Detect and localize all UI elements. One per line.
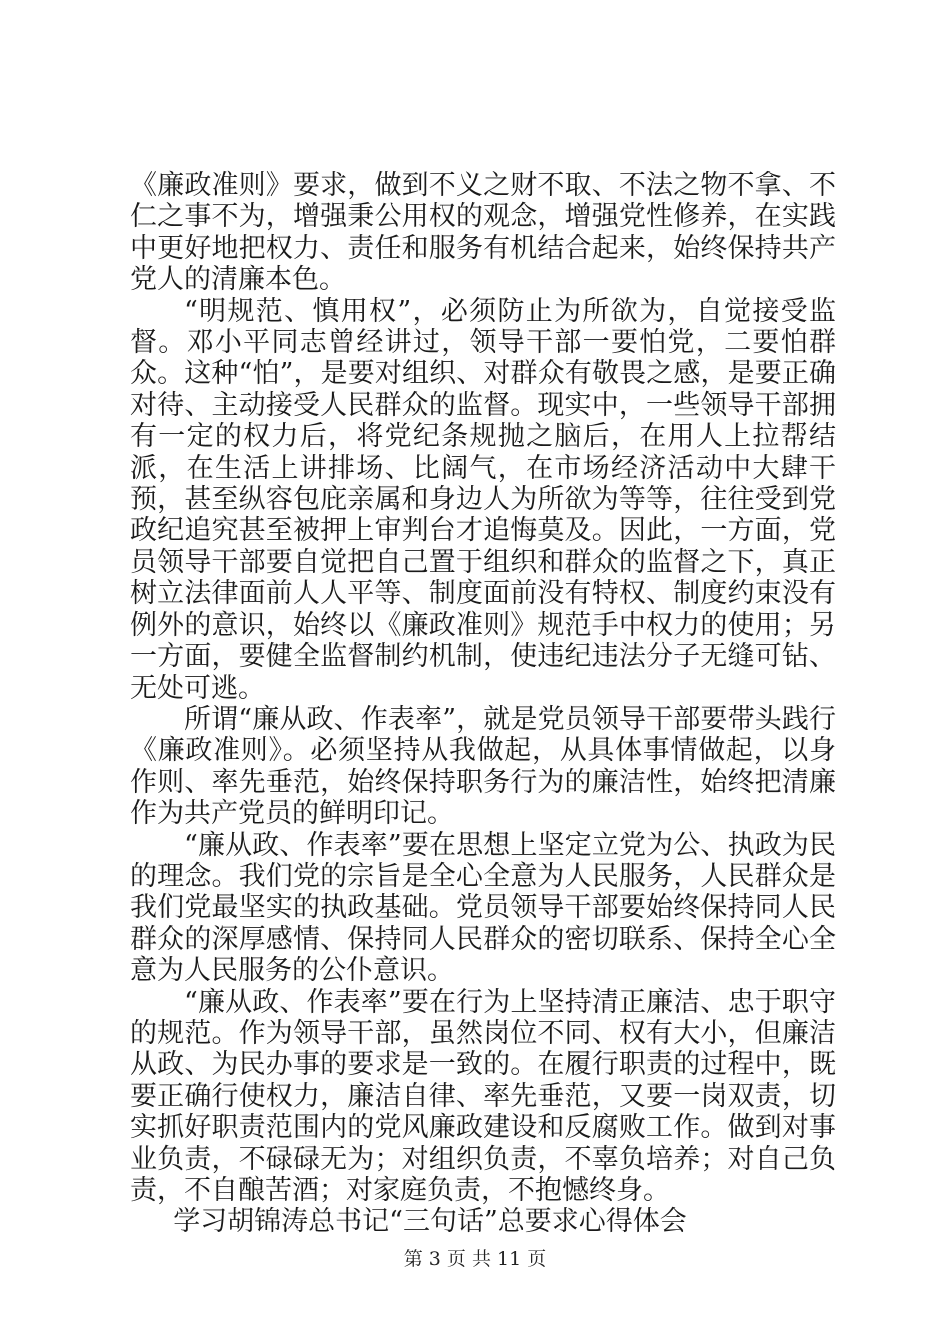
- paragraph-continuation: 《廉政准则》要求，做到不义之财不取、不法之物不拿、不仁之事不为，增强秉公用权的观念，增强党性修养，在实践中更好地把权力、责任和服务有机结合起来，始终保持共产党人的清廉本色。: [130, 170, 836, 296]
- paragraph-ideology: “廉从政、作表率”要在思想上坚定立党为公、执政为民的理念。我们党的宗旨是全心全意为人民服务，人民群众是我们党最坚实的执政基础。党员领导干部要始终保持同人民群众的深厚感情、保持同人民群众的密切联系、保持全心全意为人民服务的公仆意识。: [130, 829, 836, 987]
- page-number-footer: 第 3 页 共 11 页: [403, 1248, 547, 1270]
- closing-title: 学习胡锦涛总书记“三句话”总要求心得体会: [173, 1206, 687, 1238]
- paragraph-supervision: “明规范、慎用权”，必须防止为所欲为，自觉接受监督。邓小平同志曾经讲过，领导干部一要怕党，二要怕群众。这种“怕”，是要对组织、对群众有敬畏之感，是要正确对待、主动接受人民群众的监督。现实中，一些领导干部拥有一定的权力后，将党纪条规抛之脑后，在用人上拉帮结派，在生活上讲排场、比阔气，在市场经济活动中大肆干预，甚至纵容包庇亲属和身边人为所欲为等等，往往受到党政纪追究甚至被押上审判台才追悔莫及。因此，一方面，党员领导干部要自觉把自己置于组织和群众的监督之下，真正树立法律面前人人平等、制度面前没有特权、制度约束没有例外的意识，始终以《廉政准则》规范手中权力的使用；另一方面，要健全监督制约机制，使违纪违法分子无缝可钻、无处可逃。: [130, 295, 836, 704]
- paragraph-conduct: “廉从政、作表率”要在行为上坚持清正廉洁、忠于职守的规范。作为领导干部，虽然岗位不同、权有大小，但廉洁从政、为民办事的要求是一致的。在履行职责的过程中，既要正确行使权力，廉洁自律、率先垂范，又要一岗双责，切实抓好职责范围内的党风廉政建设和反腐败工作。做到对事业负责，不碌碌无为；对组织负责，不辜负培养；对自己负责，不自酿苦酒；对家庭负责，不抱憾终身。: [130, 986, 836, 1206]
- paragraph-exemplary-role: 所谓“廉从政、作表率”，就是党员领导干部要带头践行《廉政准则》。必须坚持从我做起，从具体事情做起，以身作则、率先垂范，始终保持职务行为的廉洁性，始终把清廉作为共产党员的鲜明印记。: [130, 703, 836, 830]
- document-body: [130, 170, 836, 1238]
